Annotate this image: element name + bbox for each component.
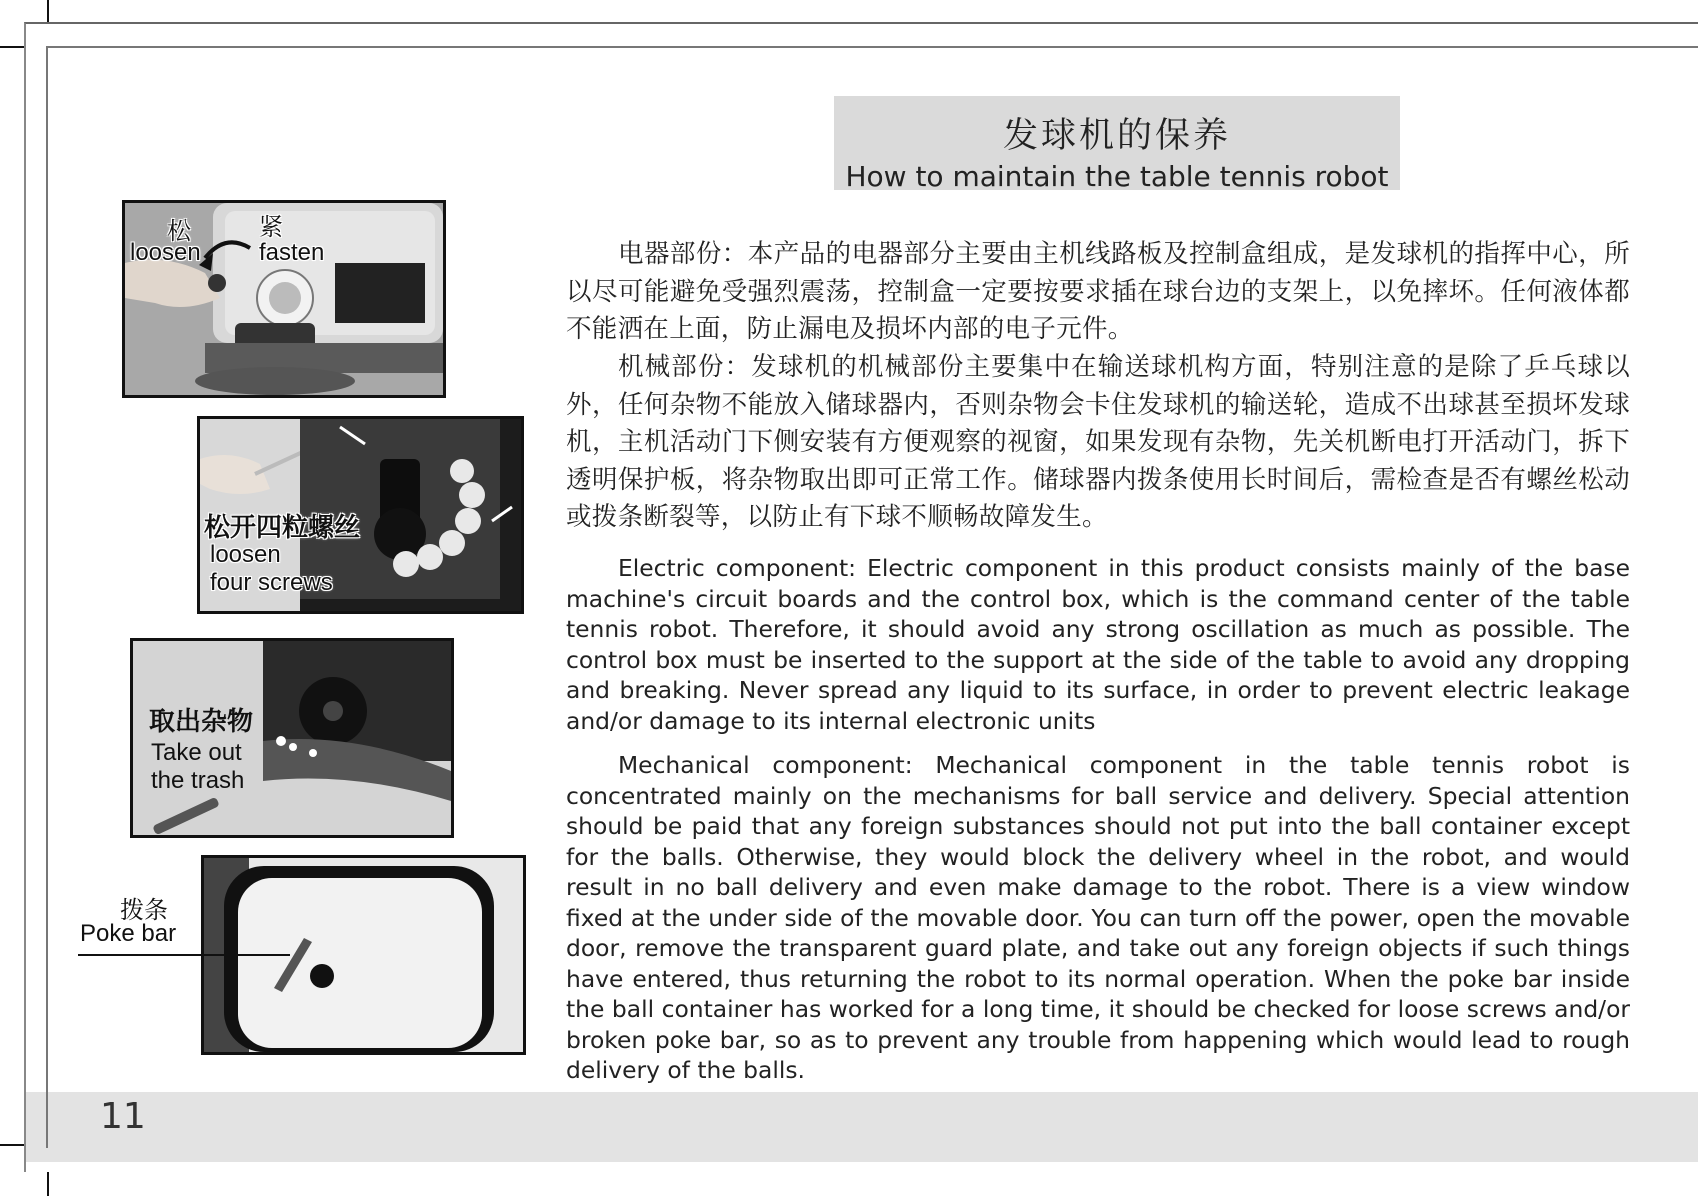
loosen-screws-label-en-1: loosen [210,541,281,568]
crop-mark-left-top [0,46,24,48]
take-out-trash-label-cn: 取出杂物 [149,706,254,736]
en-paragraph-mechanical: Mechanical component: Mechanical component in the table tennis robot is concentrated mainly on the mechanisms for ball service and delivery. Special attention should be paid that any foreign substances should not put into the ball container except for the balls. Otherwise, they would block the delivery wheel in the robot, and would result in no ball delivery and even make damage to the robot. There is a view window fixed at the under side of the movable door. You can turn off the power, open the movable door, remove the transparent guard plate, and take out any foreign objects if such things have entered, thus returning the robot to its normal operation. When the poke bar inside the ball container has worked for a long time, it should be checked for loose screws and/or broken poke bar, so as to prevent any trouble from happening which would lead to rough delivery of the balls. [566,751,1630,1084]
take-out-trash-label-en-1: Take out [151,739,242,766]
take-out-trash-label-en-2: the trash [151,767,245,794]
cn-paragraph-mechanical: 机械部份：发球机的机械部份主要集中在输送球机构方面，特别注意的是除了乒乓球以外，任何杂物不能放入储球器内，否则杂物会卡住发球机的输送轮，造成不出球甚至损坏发球机，主机活动门下侧安装有方便观察的视窗，如果发现有杂物，先关机断电打开活动门，拆下透明保护板，将杂物取出即可正常工作。储球器内拨条使用长时间后，需检查是否有螺丝松动或拨条断裂等，以防止有下球不顺畅故障发生。 [566,352,1630,532]
figure-loosen-screws-photo [197,416,524,614]
loosen-screws-label-en-2: four screws [210,569,333,596]
figure-fasten-knob-photo [122,200,446,398]
loosen-label-cn: 松 [167,218,191,245]
cn-paragraph-electric: 电器部份：本产品的电器部分主要由主机线路板及控制盒组成，是发球机的指挥中心，所以尽可能避免受强烈震荡，控制盒一定要按要求插在球台边的支架上，以免摔坏。任何液体都不能洒在上面，防止漏电及损坏内部的电子元件。 [566,239,1630,344]
page-number: 11 [100,1096,146,1137]
fasten-label-en: fasten [259,239,325,266]
poke-bar-label-cn: 拨条 [120,897,168,924]
crop-mark-top [47,0,49,22]
title-english: How to maintain the table tennis robot [845,160,1389,193]
crop-mark-bottom [47,1172,49,1196]
crop-mark-left-bottom [0,1144,24,1146]
loosen-label-en: loosen [130,239,201,266]
en-paragraph-electric: Electric component: Electric component in this product consists mainly of the base machine's circuit boards and the control box, which is the command center of the table tennis robot. Therefore, it should avoid any strong oscillation as much as possible. The control box must be inserted to the support at the side of the table to avoid any dropping and breaking. Never spread any liquid to its surface, in order to prevent electric leakage and/or damage to its internal electronic units [566,554,1630,735]
title-box [834,96,1400,193]
poke-bar-label-en: Poke bar [80,920,177,947]
loosen-screws-label-cn: 松开四粒螺丝 [204,512,361,542]
poke-bar-pointer-line [78,954,290,956]
figure-take-out-trash-photo [130,638,454,838]
fasten-label-cn: 紧 [259,214,283,241]
title-chinese: 发球机的保养 [1002,116,1231,156]
